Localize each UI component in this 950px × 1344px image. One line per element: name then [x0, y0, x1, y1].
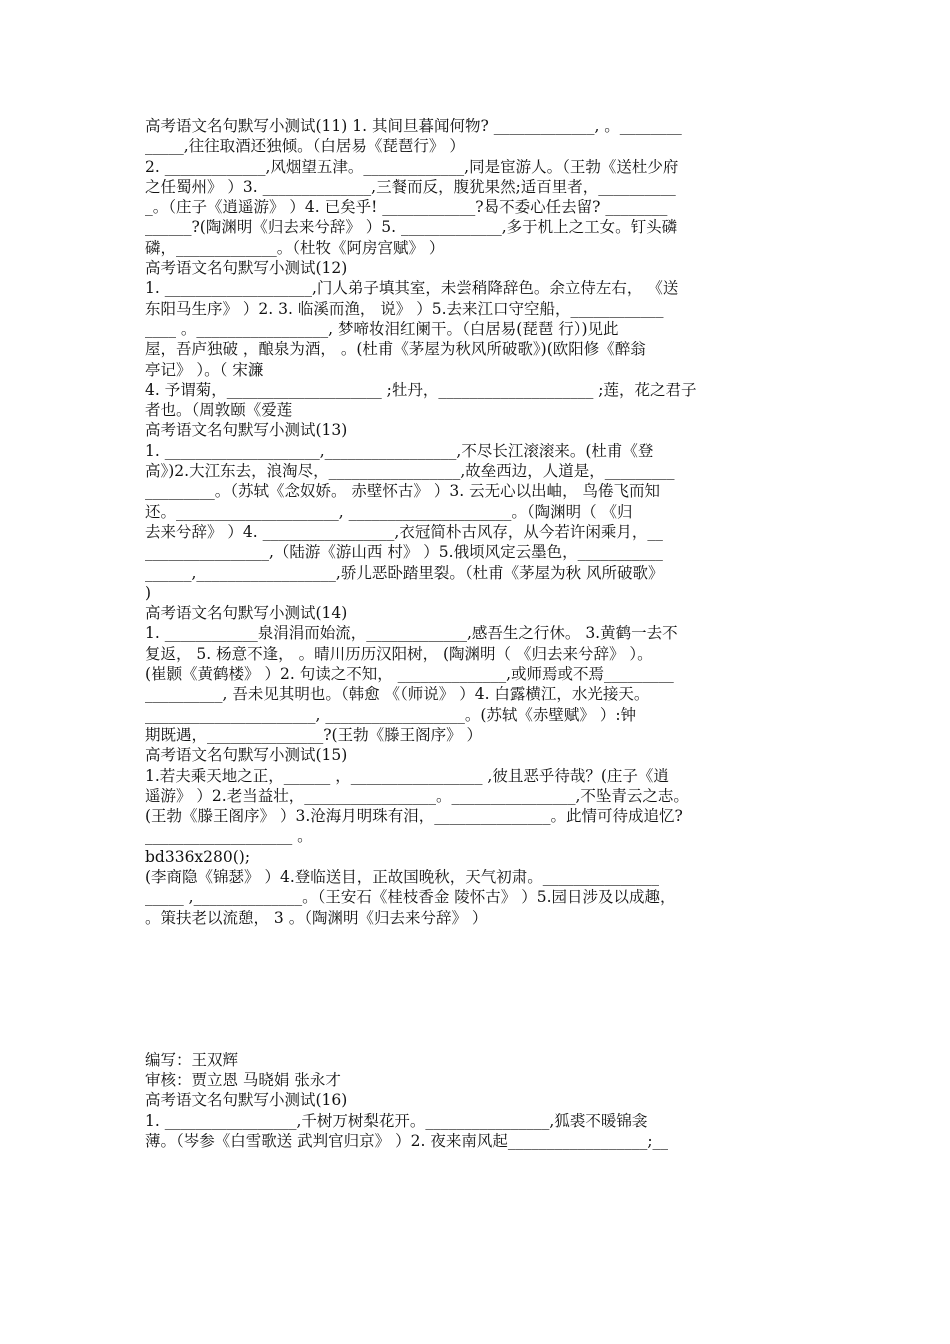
text-line: 高》)2.大江东去，浪淘尽，_________________,故垒西边，人道是，_________: [145, 462, 675, 481]
document-page: [145, 116, 810, 1151]
text-line: ______?(陶渊明《归去来兮辞》 ）5. _____________,多于机上之工女。钉头磷: [145, 218, 678, 237]
author-line: 编写：王双辉: [145, 1050, 239, 1069]
text-line: _________。（苏轼《念奴娇。 赤壁怀古》 ）3. 云无心以出岫， 鸟倦飞而知: [145, 482, 660, 501]
text-line: 遥游》 ）2.老当益壮，_________________。________________,不坠青云之志。: [145, 786, 689, 805]
section-title: 高考语文名句默写小测试(14): [145, 604, 348, 623]
text-line: 1. ____________________,_________________,不尽长江滚滚来。(杜甫《登: [145, 441, 654, 460]
section-title: 高考语文名句默写小测试(13): [145, 421, 348, 440]
text-line: 去来兮辞》 ）4. _________________,衣冠简朴古风存，从今若许闲乘月，__: [145, 522, 663, 541]
text-line: _____,往往取酒还独倾。（白居易《琵琶行》 ）: [145, 137, 465, 156]
text-line: 屋，吾庐独破 ，酿泉为酒， 。(杜甫《茅屋为秋风所破歌》)(欧阳修《醉翁: [145, 340, 646, 359]
text-line: _____ ,______________。（王安石《桂枝香金 陵怀古》 ）5.园日涉及以成趣，: [145, 888, 676, 907]
text-line: 高考语文名句默写小测试(11) 1. 其间旦暮闻何物? _____________, 。________: [145, 117, 682, 135]
text-line: _。（庄子《逍遥游》 ）4. 已矣乎! ____________?曷不委心任去留? ________: [145, 198, 668, 217]
text-line: 1. ____________泉涓涓而始流，_____________,感吾生之行休。 3.黄鹤一去不: [145, 624, 678, 643]
text-line: 东阳马生序》 ）2. 3. 临溪而渔， 说》 ）5.去来江口守空船，____________: [145, 299, 664, 318]
text-line: 者也。（周敦颐《爱莲: [145, 401, 293, 420]
text-line: (李商隐《锦瑟》 ）4.登临送目，正故国晚秋，天气初肃。_______________: [145, 867, 660, 886]
text-line: 2. _____________,风烟望五津。_____________,同是宦游人。（王勃《送杜少府: [145, 157, 679, 176]
text-line: 磷，_____________。（杜牧《阿房宫赋》 ）: [145, 238, 445, 257]
text-line: ______,__________________,骄儿恶卧踏里裂。（杜甫《茅屋为秋 风所破歌》: [145, 563, 664, 582]
text-line: 复返， 5. 杨意不逢， 。晴川历历汉阳树， (陶渊明（ 《归去来兮辞》 ）。: [145, 644, 653, 663]
text-line: 。策扶老以流憩， 3 。（陶渊明《归去来兮辞》 ）: [145, 908, 488, 927]
text-line: 1. _________________,千树万树梨花开。________________,狐裘不暖锦衾: [145, 1111, 648, 1130]
section-title: 高考语文名句默写小测试(16): [145, 1091, 348, 1110]
text-line: 1.若夫乘天地之正，______ ，_________________ ,彼且恶乎待哉？(庄子《逍: [145, 766, 669, 785]
text-line: (王勃《滕王阁序》 ）3.沧海月明珠有泪，_______________。此情可待成追忆?: [145, 807, 683, 826]
section-title: 高考语文名句默写小测试(15): [145, 746, 348, 765]
text-line: ________________,（陆游《游山西 村》 ）5.俄顷风定云墨色，___________: [145, 543, 663, 562]
text-line: 4. 予谓菊，____________________ ;牡丹，____________________ ;莲，花之君子: [145, 380, 697, 399]
text-line: ______________________, __________________。(苏轼《赤壁赋》 ）:钟: [145, 705, 637, 724]
text-line: 期既遇，_______________?(王勃《滕王阁序》 ）: [145, 725, 483, 744]
text-block-main: [145, 116, 810, 928]
text-line: ___________________ 。: [145, 827, 313, 846]
text-line: (崔颢《黄鹤楼》 ）2. 句读之不知， ______________,或师焉或不焉_________: [145, 665, 674, 684]
text-line: __________, 吾未见其明也。（韩愈 《（师说》 ）4. 白露横江，水光接天。: [145, 685, 650, 704]
ad-code-text: bd336x280();: [145, 847, 251, 866]
text-line: ____ 。_________________, 梦啼妆泪红阑干。（白居易(琵琶 行）)见此: [145, 319, 619, 338]
text-line: 薄。（岑参《白雪歌送 武判官归京》 ）2. 夜来南风起__________________;__: [145, 1132, 669, 1151]
section-title: 高考语文名句默写小测试(12): [145, 259, 348, 278]
text-line: 亭记》 ）。（ 宋濂: [145, 360, 264, 379]
text-line: 还。_____________________, _____________________。（陶渊明（ 《归: [145, 502, 633, 521]
text-block-footer: [145, 1050, 810, 1151]
text-line: 之任蜀州》 ）3. ______________,三餐而反，腹犹果然;适百里者，__________: [145, 177, 676, 196]
blank-space: [145, 928, 810, 1050]
text-line: 1. ___________________,门人弟子填其室，未尝稍降辞色。余立侍左右， 《送: [145, 279, 679, 298]
text-line: ): [145, 583, 152, 602]
reviewer-line: 审核：贾立恩 马晓娟 张永才: [145, 1071, 341, 1090]
